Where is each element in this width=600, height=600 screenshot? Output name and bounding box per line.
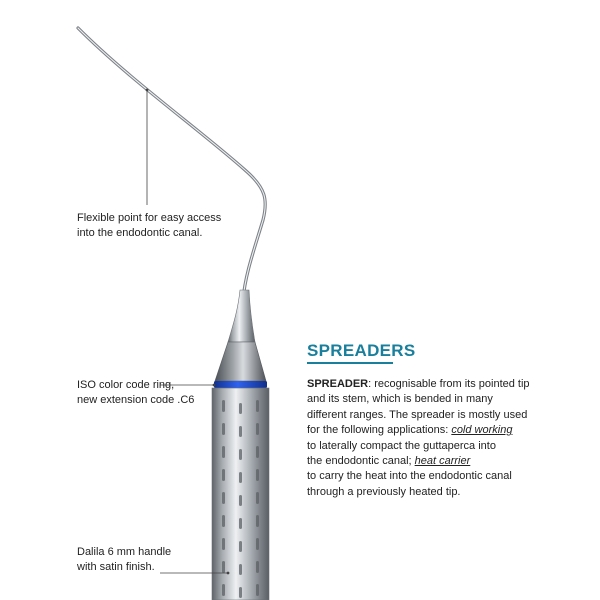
desc-line-6	[307, 454, 597, 469]
callout-color-ring-line1: ISO color code ring,	[77, 379, 175, 391]
iso-color-ring	[214, 381, 267, 388]
callout-handle	[77, 545, 171, 575]
desc-line-5: to laterally compact the guttaperca into	[307, 439, 496, 452]
heat-carrier-link: heat carrier	[414, 455, 471, 468]
ferrule-cone	[215, 342, 266, 381]
desc-line-1	[307, 377, 597, 392]
cold-working-link: cold working	[451, 424, 513, 437]
desc-term: SPREADER	[307, 378, 369, 390]
section-description	[307, 377, 597, 500]
stem-shank	[228, 290, 255, 342]
callout-handle-line1: Dalila 6 mm handle	[77, 546, 172, 558]
callout-flexible-point	[77, 211, 221, 241]
desc-line-1-rest: : recognisable from its pointed tip	[368, 378, 530, 390]
desc-line-4-prefix: for the following applications:	[307, 424, 452, 437]
section-title-underline	[307, 362, 393, 364]
callout-flexible-point-line1: Flexible point for easy access	[77, 212, 222, 224]
desc-line-8: through a previously heated tip.	[307, 485, 461, 498]
desc-line-4	[307, 423, 597, 438]
flexible-point	[78, 28, 265, 300]
desc-line-2: and its stem, which is bended in many	[307, 393, 493, 406]
desc-line-6-prefix: the endodontic canal;	[307, 455, 415, 468]
callout-flexible-point-line2: into the endodontic canal.	[77, 227, 203, 239]
desc-line-7: to carry the heat into the endodontic canal	[307, 470, 512, 483]
callout-color-ring	[77, 378, 194, 408]
callout-handle-line2: with satin finish.	[77, 561, 155, 573]
callout-color-ring-line2: new extension code .C6	[77, 394, 195, 406]
desc-line-3: different ranges. The spreader is mostly used	[307, 408, 528, 421]
section-title: SPREADERS	[307, 341, 416, 360]
